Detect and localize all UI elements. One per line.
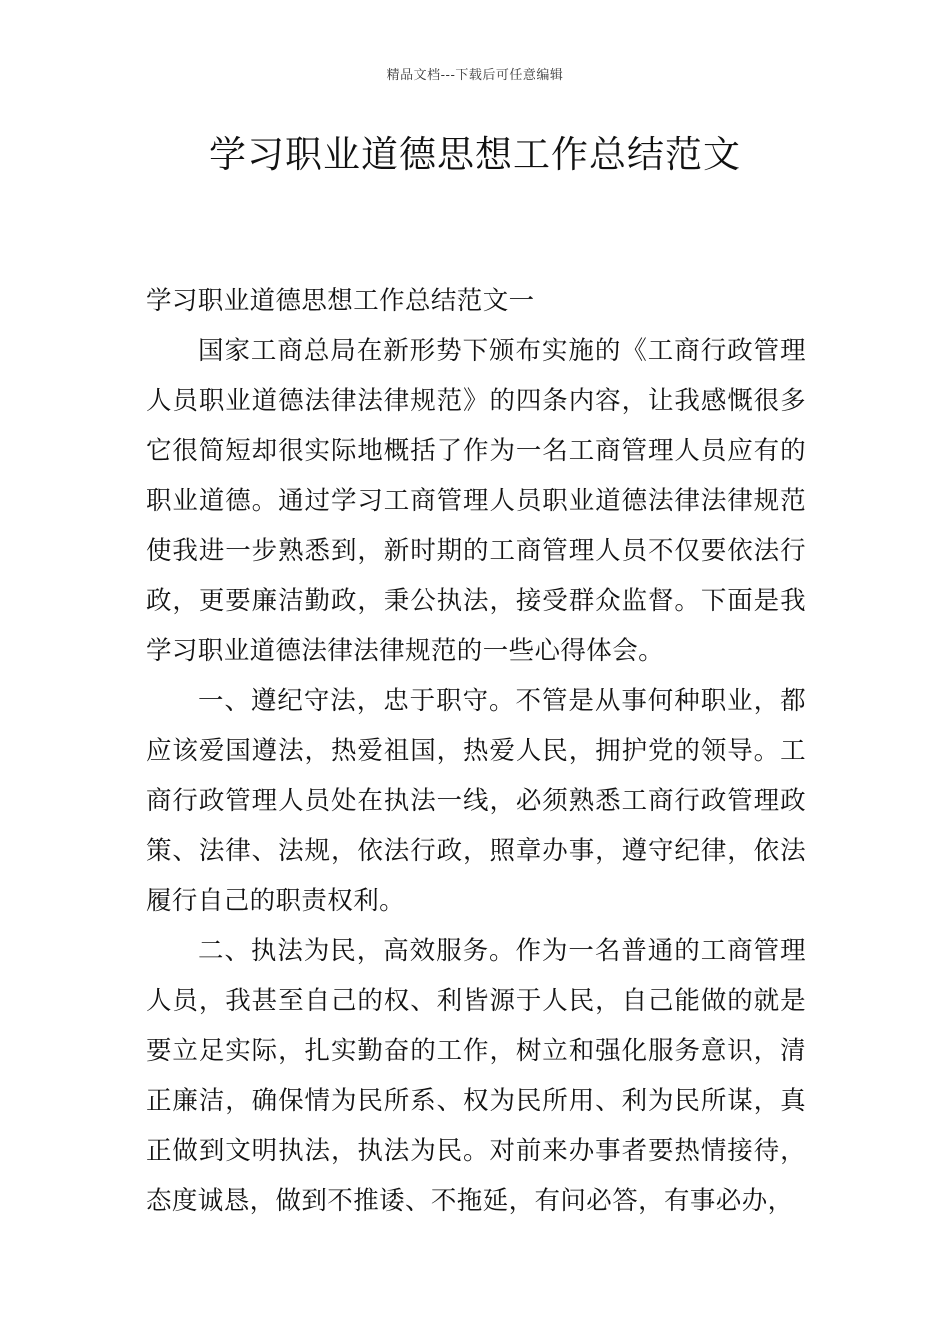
section-subtitle: 学习职业道德思想工作总结范文一 [146, 286, 535, 316]
paragraph-intro: 国家工商总局在新形势下颁布实施的《工商行政管理人员职业道德法律法律规范》的四条内容，让我感慨很多它很简短却很实际地概括了作为一名工商管理人员应有的职业道德。通过学习工商管理人员职业道德法律法律规范使我进一步熟悉到，新时期的工商管理人员不仅要依法行政，更要廉洁勤政，秉公执法，接受群众监督。下面是我学习职业道德法律法律规范的一些心得体会。 [146, 336, 806, 666]
header-note: 精品文档---下载后可任意编辑 [386, 68, 564, 83]
document-title: 学习职业道德思想工作总结范文 [209, 133, 741, 176]
document-body [146, 276, 806, 1226]
paragraph-point-two: 二、执法为民，高效服务。作为一名普通的工商管理人员，我甚至自己的权、利皆源于人民，自己能做的就是要立足实际，扎实勤奋的工作，树立和强化服务意识，清正廉洁，确保情为民所系、权为民所用、利为民所谋，真正做到文明执法，执法为民。对前来办事者要热情接待，态度诚恳，做到不推诿、不拖延，有问必答，有事必办， [146, 936, 806, 1216]
paragraph-point-one: 一、遵纪守法，忠于职守。不管是从事何种职业，都应该爱国遵法，热爱祖国，热爱人民，拥护党的领导。工商行政管理人员处在执法一线，必须熟悉工商行政管理政策、法律、法规，依法行政，照章办事，遵守纪律，依法履行自己的职责权利。 [146, 686, 806, 916]
